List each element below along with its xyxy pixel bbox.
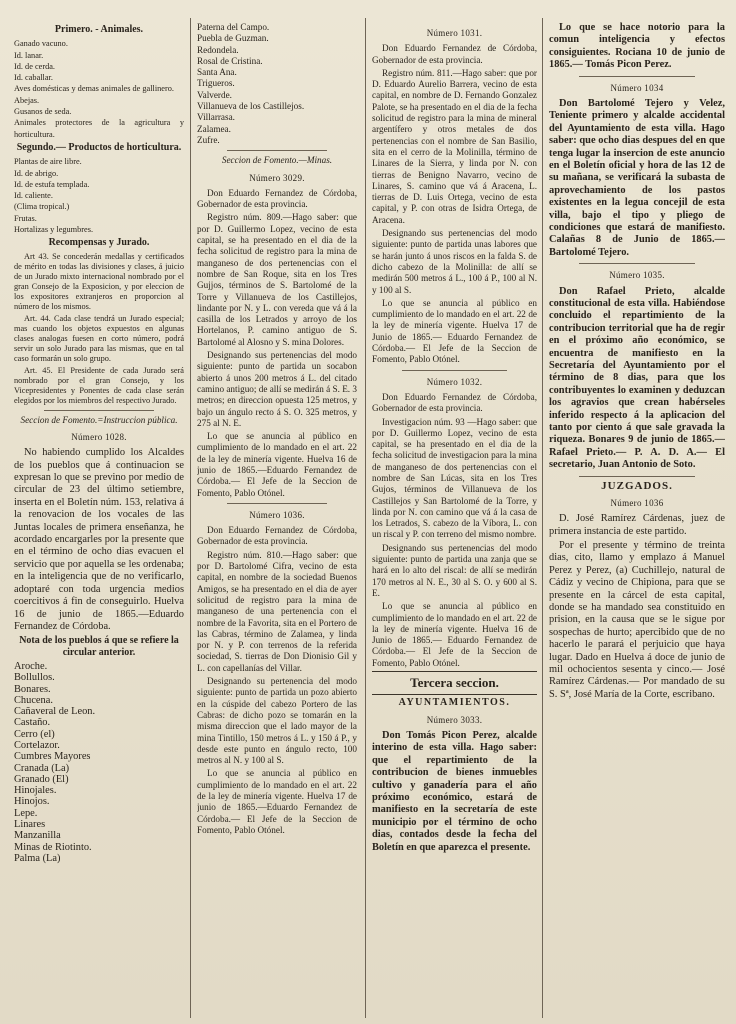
notice-paragraph: Lo que se anuncia al público en cumplimiento de lo mandado en el art. 22 de la ley de minería vigente. Huelva 17 de Junio de 1865.— Eduardo Fernandez de Córdoba.— El Jefe de la Seccion de Fomento, Pablo Otónel. xyxy=(372,297,537,365)
column-rule xyxy=(365,18,366,1018)
town-list xyxy=(14,661,184,864)
town-item: Manzanilla xyxy=(14,830,61,842)
town-item: Redondela. xyxy=(197,44,239,55)
list-item: Id. caliente. xyxy=(14,191,53,201)
town-item: Hinojales. xyxy=(14,785,57,797)
list-item: Id. de estufa templada. xyxy=(14,179,90,189)
column-4 xyxy=(549,22,725,1016)
town-item: Trigueros. xyxy=(197,78,235,89)
section-banner-title: Tercera seccion. xyxy=(410,675,499,691)
notice-paragraph: Don Bartolomé Tejero y Velez, Teniente primero y alcalde accidental del Ayuntamiento de esta villa. Hago saber: que ocho dias despues del en que tenga lugar la insercion de este anuncio en el Boletín oficial y hora de las 12 de su mañana, se verificará la subasta de aprovechamiento de los pastos existentes en la legua concejil de esta villa, bajo el tipo y pliego de condiciones que estará de manifiesto. Calañas 8 de Junio de 1865.— Bartolomé Tejero. xyxy=(549,97,725,258)
notice-paragraph: Lo que se hace notorio para la comun inteligencia y efectos consiguientes. Rociana 10 de junio de 1865.— Tomás Picon Perez. xyxy=(549,22,725,71)
notice-paragraph: Registro núm. 811.—Hago saber: que por D. Eduardo Aurelio Barrera, vecino de esta capital, en nombre de D. Fernando Gonzalez Palote, se ha presentado en el dia de la fecha solicitud de registro para la mina de mineral argentífero y otros metales de dos pertenencias con el nombre de San Basilio, sita en el cerro de la Molinilla, término de Linares de la Sierra, y linda por N. con tierras de Benigno Navarro, vecino de Linares, S. camino que vá á Aracena, L. tierras de D. Luis Ortega, vecino de esta capital, y P. con otras de Isidra Ortega, de Aracena. xyxy=(372,67,537,225)
column-3 xyxy=(372,22,537,1016)
section-heading: Segundo.— Productos de horticultura. xyxy=(16,141,182,153)
list-item: Animales protectores de la agricultura y horticultura. xyxy=(14,118,184,139)
notice-paragraph: Don Tomás Picon Perez, alcalde interino de esta villa. Hago saber: que el repartimiento de la contribucion de bienes inmuebles cultivo y ganadería para el año próximo económico, estará de manifiesto en la secretaría de este municipio por el término de ocho dias, contados desde la fecha del Boletín en que aparezca el presente. xyxy=(372,729,537,853)
town-item: Cañaveral de Leon. xyxy=(14,706,96,718)
divider xyxy=(44,410,154,411)
divider xyxy=(579,76,695,77)
town-item: Valverde. xyxy=(197,89,232,100)
section-heading: Nota de los pueblos á que se refiere la circular anterior. xyxy=(19,635,179,658)
town-item: Chucena. xyxy=(14,694,53,706)
notice-paragraph: Designando sus pertenencias del modo siguiente: punto de partida unas labores que se harán junto á unos riscos en la falda S. de dicho cabezo de la Molinilla: de allí se medirán 500 metros á L., 100 á P., 100 al N. y 100 al S. xyxy=(372,228,537,295)
notice-paragraph: D. José Ramírez Cárdenas, juez de primera instancia de este partido. xyxy=(549,513,725,537)
section-heading: Recompensas y Jurado. xyxy=(48,237,150,249)
notice-paragraph: Registro núm. 810.—Hago saber: que por D. Bartolomé Cifra, vecino de esta capital, en nombre de la sociedad Buenos Amigos, se ha presentado en el dia de ayer solicitud de registro para la mina de manganeso de una pertenencia con el nombre de la Favorita, sita en el Portero de las Cabras, término de Zalamea, y linda por N. y P. con terrenos de la referida sociedad, S. tierras de Don Dionisio Gil y L. con capellanías del Villar. xyxy=(197,549,357,673)
notice-number: Número 1036 xyxy=(610,497,664,508)
section-banner xyxy=(372,671,537,695)
column-2 xyxy=(197,22,357,1016)
notice-number: Número 1028. xyxy=(71,431,127,442)
divider xyxy=(579,263,695,264)
article-paragraph: Art. 44. Cada clase tendrá un Jurado especial; mas cuando los objetos expuestos en algunas clases analogas fuesen en corto número, podrá servir un solo Jurado para las mismas, que en tal caso formarán un solo grupo. xyxy=(14,313,184,363)
town-item: Paterna del Campo. xyxy=(197,22,270,32)
divider xyxy=(227,150,327,151)
town-item: Cerro (el) xyxy=(14,728,55,740)
column-rule xyxy=(190,18,191,1018)
list-item: Id. caballar. xyxy=(14,73,53,83)
article-paragraph: Art. 45. El Presidente de cada Jurado será nombrado por el gran Consejo, y los Vicepresidentes y Ponentes de cada clase serán elegidos por los miembros del respectivo Jurado. xyxy=(14,365,184,405)
section-heading: JUZGADOS. xyxy=(601,479,673,492)
notice-paragraph: Don Eduardo Fernandez de Córdoba, Gobernador de esta provincia. xyxy=(372,43,537,65)
notice-paragraph: Lo que se anuncia al público en cumplimiento de lo mandado en el art. 22 de la ley de minería vigente. Huelva 16 de junio de 1865.—Eduardo Fernandez de Córdoba.— El Jefe de la Seccion de Fomento, Pablo Otónel. xyxy=(197,431,357,498)
section-title: Seccion de Fomento.—Minas. xyxy=(221,155,333,166)
animal-list xyxy=(14,38,184,140)
notice-paragraph: Investigacion núm. 93 —Hago saber: que por D. Guillermo Lopez, vecino de esta capital, se ha presentado en el dia de la fecha solicitud de investigacion para la mina de manganeso de dos pertenencias con el nombre de San Lúcas, sita en los Tres Gujos, términos de Villanueva de los Castillejos y San Bartolomé de la Torre, y linda por N. con camino que vá á la casa de los Letrados, S. cabezo de la Víbora, L. con un riscal y P. con terreno del mismo nombre. xyxy=(372,416,537,540)
divider xyxy=(579,476,695,477)
notice-paragraph: Designando sus pertenencias del modo siguiente: punto de partida un socabon abierto á unos 200 metros á L. del citado camino antiguo; de allí se medirán á S. E. 3 metros; en direccion opuesta 125 metros, y bajo un ángulo recto á S. O. 325 metros, y 275 al N. E. xyxy=(197,350,357,428)
notice-number: Número 3033. xyxy=(426,714,483,725)
town-item: Castaño. xyxy=(14,717,51,729)
list-item: Id. de abrigo. xyxy=(14,168,59,178)
town-item: Rosal de Cristina. xyxy=(197,55,263,66)
plant-list xyxy=(14,156,184,235)
town-item: Hinojos. xyxy=(14,796,50,808)
notice-number: Número 1036. xyxy=(249,509,305,520)
list-item: (Clima tropical.) xyxy=(14,202,70,212)
town-item: Puebla de Guzman. xyxy=(197,33,269,44)
section-heading: Primero. - Animales. xyxy=(54,24,144,35)
list-item: Id. de cerda. xyxy=(14,61,55,71)
list-item: Ganado vacuno. xyxy=(14,39,68,49)
list-item: Aves domésticas y demas animales de gallinero. xyxy=(14,84,174,94)
notice-number: Número 1031. xyxy=(426,28,483,38)
list-item: Abejas. xyxy=(14,95,40,105)
town-list-continued xyxy=(197,22,357,146)
town-item: Bonares. xyxy=(14,683,51,695)
divider xyxy=(402,370,507,371)
section-title: Seccion de Fomento.=Instruccion pública. xyxy=(20,414,178,425)
town-item: Zufre. xyxy=(197,134,220,145)
town-item: Minas de Riotinto. xyxy=(14,841,92,853)
town-item: Villanueva de los Castillejos. xyxy=(197,101,305,112)
town-item: Lepe. xyxy=(14,807,38,819)
notice-paragraph: Don Eduardo Fernandez de Córdoba, Gobernador de esta provincia. xyxy=(197,187,357,210)
list-item: Gusanos de seda. xyxy=(14,107,72,117)
section-heading: AYUNTAMIENTOS. xyxy=(398,697,511,709)
notice-paragraph: No habiendo cumplido los Alcaldes de los pueblos que á continuacion se expresan lo que se previno por medio de circular de 23 del último setiembre, inserta en el Boletín núm. 153, relativa á la renovacion de los vocales de las Juntas locales de primera enseñanza, he acordado encargarles por la presente que en el término de ocho dias evacuen el servicio que por aquella se les ordenaba; en la inteligencia que de no verificarlo, adoptaré con toda urgencia medios coercitivos á fin de conseguirlo. Huelva 16 de junio de 1865.—Eduardo Fernandez de Córdoba. xyxy=(14,447,184,632)
notice-number: Número 1032. xyxy=(426,376,483,387)
notice-number: Número 1035. xyxy=(609,270,665,281)
notice-paragraph: Lo que se anuncia al público en cumplimiento de lo mandado en el art. 22 de la ley de minería vigente. Huelva 17 de junio de 1865.—Eduardo Fernandez de Córdoba.— El Jefe de la Seccion de Fomento, Pablo Otónel. xyxy=(197,768,357,835)
notice-paragraph: Don Eduardo Fernandez de Córdoba, Gobernador de esta provincia. xyxy=(197,525,357,547)
town-item: Cortelazor. xyxy=(14,740,60,751)
town-item: Granado (El) xyxy=(14,773,69,785)
notice-number: Número 1034 xyxy=(610,82,664,93)
notice-paragraph: Lo que se anuncia al público en cumplimiento de lo mandado en el art. 22 de la ley de minería vigente. Huelva 16 de Junio de 1865.— Eduardo Fernandez de Córdoba.— El Jefe de la Seccion de Fomento, Pablo Otónel. xyxy=(372,601,537,668)
list-item: Id. lanar. xyxy=(14,50,44,60)
town-item: Santa Ana. xyxy=(197,67,237,78)
town-item: Cumbres Mayores xyxy=(14,751,91,763)
divider xyxy=(227,503,327,504)
town-item: Linares xyxy=(14,819,46,831)
notice-paragraph: Registro núm. 809.—Hago saber: que por D. Guillermo Lopez, vecino de esta capital, se ha presentado en el dia de la fecha solicitud de registro para la mina de manganeso de dos pertenencias con el nombre de San Roque, sita en los Tres Gujjos, términos de S. Bartolomé de la Torre y Villanueva de los Castillejos, lindante por N. y L. con vereda que vá á la casilla de los Letrados y arroyo de los Hortelanos, P. camino antiguo de S. Bartolomé al Alosno y S. mina Dolores. xyxy=(197,212,357,347)
column-rule xyxy=(542,18,543,1018)
notice-number: Número 3029. xyxy=(249,172,305,183)
list-item: Frutas. xyxy=(14,213,37,223)
town-item: Palma (La) xyxy=(14,852,61,864)
town-item: Villarrasa. xyxy=(197,112,235,123)
article-paragraph: Art 43. Se concederán medallas y certificados de mérito en todas las divisiones y clases, á juicio de un Jurado mixto internacional nombrado por el gran Consejo de la Exposicion, y por eleccion de los expositores extranjeros en proporcion al número de los mismos. xyxy=(14,251,184,311)
notice-paragraph: Designando sus pertenencias del modo siguiente: punto de partida una zanja que se hará en lo alto del riscal: de allí se medirán 170 metros al N. E., 30 al S. O. y 600 al S. E. xyxy=(372,542,537,598)
list-item: Plantas de aire libre. xyxy=(14,157,82,167)
town-item: Cranada (La) xyxy=(14,762,70,774)
town-item: Zalamea. xyxy=(197,123,231,134)
notice-paragraph: Designando su pertenencia del modo siguiente: punto de partida un pozo abierto en la cúspide del cabezo Portero de las Cabras: de dicho pozo se tomarán en la misma direccion que el lado mayor de la mina Tintillo, 150 metros á L. y 150 á P., y desde este punto en ángulo recto, 100 metros al N. y 100 al S. xyxy=(197,676,357,766)
notice-paragraph: Don Rafael Prieto, alcalde constitucional de esta villa. Habiéndose concluido el repartimiento de la contribucion territorial que ha de regir en el próximo año económico, se encuentra de manifiesto en la Secretaría del Ayuntamiento por el término de 8 dias, para que los contribuyentes lo examinen y deduzcan los agravios que crean habérseles inferido respecto á la aplicacion del tanto por ciento á que sale gravada la riqueza. Bonares 9 de junio de 1865.— Rafael Prieto.— P. A. D. A.— El secretario, Juan Antonio de Soto. xyxy=(549,285,725,471)
notice-paragraph: Por el presente y término de treinta dias, cito, llamo y emplazo á Manuel Perez y Perez, (a) Cuchillejo, natural de Cádiz y vecino de Chipiona, para que se presente en la cárcel de esta capital, donde se ha mandado sea constituido en prision, en la causa que se le sigue por sospechas de hurto; apercibido que de no hacerlo le parará el perjuicio que haya lugar. Dado en Huelva á doce de junio de mil ochocientos sesenta y cinco.— José Ramírez Cárdenas.— Por mandado de su S. Sª, José María de la Corte, escribano. xyxy=(549,540,725,700)
town-item: Bollullos. xyxy=(14,672,55,684)
town-item: Aroche. xyxy=(14,660,48,672)
list-item: Hortalizas y legumbres. xyxy=(14,225,94,235)
notice-paragraph: Don Eduardo Fernandez de Córdoba, Gobernador de esta provincia. xyxy=(372,391,537,414)
column-1 xyxy=(14,22,184,1016)
